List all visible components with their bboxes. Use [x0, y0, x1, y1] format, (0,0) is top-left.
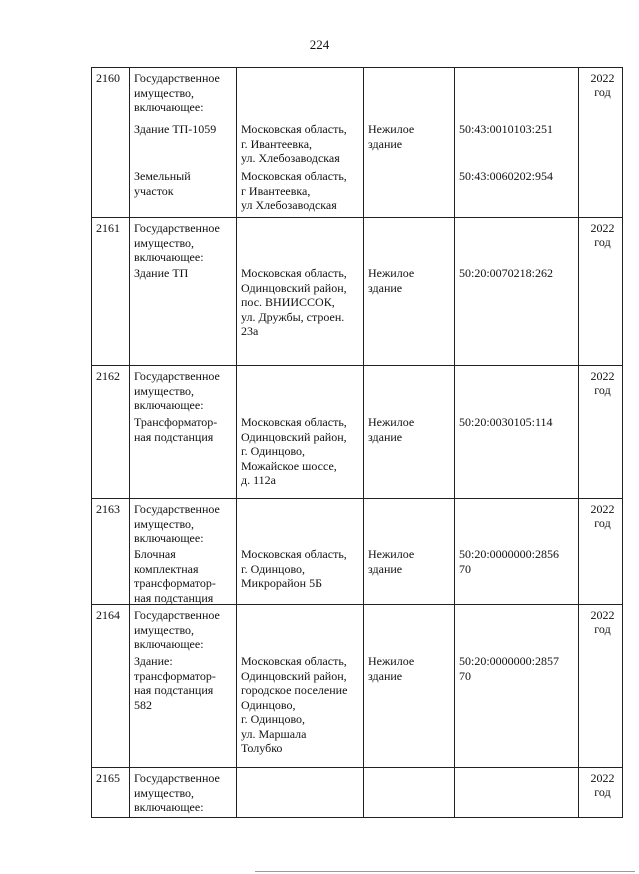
- cadastral-cell: [455, 605, 579, 768]
- table-row: [92, 499, 623, 605]
- item-cadastral-number: 50:43:0010103:251: [459, 122, 554, 136]
- group-header: Государственное имущество, включающее:: [134, 502, 220, 545]
- table-row: [92, 68, 623, 218]
- address-cell: [237, 499, 364, 605]
- year-cell: [579, 768, 623, 818]
- type-cell: [364, 68, 455, 218]
- year-cell: [579, 218, 623, 366]
- registry-body: [92, 68, 623, 818]
- item-name: Земельный участок: [134, 169, 191, 198]
- item-address: Московская область, Одинцовский район, городское поселение Одинцово, г. Одинцово, ул. Маршала Толубко: [241, 654, 348, 755]
- type-cell: [364, 366, 455, 499]
- table-row: [92, 605, 623, 768]
- item-type: Нежилое здание: [368, 654, 415, 683]
- cadastral-cell: [455, 218, 579, 366]
- item-type: Нежилое здание: [368, 547, 415, 576]
- address-cell: [237, 366, 364, 499]
- address-cell: [237, 605, 364, 768]
- item-name: Здание ТП: [134, 266, 189, 280]
- item-address: Московская область, Одинцовский район, г. Одинцово, Можайское шоссе, д. 112а: [241, 415, 347, 487]
- year-cell: [579, 68, 623, 218]
- group-header: Государственное имущество, включающее:: [134, 771, 220, 814]
- type-cell: [364, 499, 455, 605]
- year: 2022 год: [590, 608, 615, 636]
- address-cell: [237, 768, 364, 818]
- cadastral-cell: [455, 68, 579, 218]
- row-number-cell: [92, 218, 130, 366]
- scan-edge-line: [255, 871, 635, 872]
- row-number: 2165: [96, 771, 120, 785]
- group-header: Государственное имущество, включающее:: [134, 221, 220, 264]
- row-number-cell: [92, 768, 130, 818]
- item-type: Нежилое здание: [368, 266, 415, 295]
- year: 2022 год: [590, 502, 615, 530]
- table-row: [92, 768, 623, 818]
- row-number-cell: [92, 68, 130, 218]
- item-cadastral-number: 50:43:0060202:954: [459, 169, 554, 183]
- property-registry-table: [91, 67, 623, 818]
- item-cadastral-number: 50:20:0030105:114: [459, 415, 553, 429]
- year: 2022 год: [590, 369, 615, 397]
- year-cell: [579, 605, 623, 768]
- group-header: Государственное имущество, включающее:: [134, 608, 220, 651]
- item-cadastral-number: 50:20:0000000:2857 70: [459, 654, 560, 683]
- row-number: 2163: [96, 502, 120, 516]
- table-row: [92, 366, 623, 499]
- year-cell: [579, 499, 623, 605]
- row-number: 2160: [96, 71, 120, 85]
- item-cadastral-number: 50:20:0070218:262: [459, 266, 554, 280]
- cadastral-cell: [455, 366, 579, 499]
- name-cell: [130, 366, 237, 499]
- item-name: Здание ТП-1059: [134, 122, 217, 136]
- cadastral-cell: [455, 499, 579, 605]
- row-number: 2162: [96, 369, 120, 383]
- group-header: Государственное имущество, включающее:: [134, 71, 220, 114]
- name-cell: [130, 768, 237, 818]
- table-row: [92, 218, 623, 366]
- item-cadastral-number: 50:20:0000000:2856 70: [459, 547, 560, 576]
- name-cell: [130, 605, 237, 768]
- year-cell: [579, 366, 623, 499]
- row-number-cell: [92, 366, 130, 499]
- item-name: Трансформатор- ная подстанция: [134, 415, 218, 444]
- type-cell: [364, 768, 455, 818]
- item-name: Здание: трансформатор- ная подстанция 582: [134, 654, 216, 712]
- row-number: 2164: [96, 608, 120, 622]
- name-cell: [130, 68, 237, 218]
- row-number-cell: [92, 605, 130, 768]
- item-address: Московская область, г. Одинцово, Микрорайон 5Б: [241, 547, 347, 590]
- item-address: Московская область, Одинцовский район, пос. ВНИИССОК, ул. Дружбы, строен. 23а: [241, 266, 347, 338]
- address-cell: [237, 68, 364, 218]
- year: 2022 год: [590, 771, 615, 799]
- item-type: Нежилое здание: [368, 122, 415, 151]
- year: 2022 год: [590, 221, 615, 249]
- name-cell: [130, 499, 237, 605]
- row-number: 2161: [96, 221, 120, 235]
- item-address: Московская область, г. Ивантеевка, ул. Хлебозаводская: [241, 122, 347, 165]
- page-number: 224: [309, 37, 330, 52]
- group-header: Государственное имущество, включающее:: [134, 369, 220, 412]
- item-address: Московская область, г Ивантеевка, ул Хлебозаводская: [241, 169, 347, 212]
- type-cell: [364, 605, 455, 768]
- row-number-cell: [92, 499, 130, 605]
- type-cell: [364, 218, 455, 366]
- item-type: Нежилое здание: [368, 415, 415, 444]
- item-name: Блочная комплектная трансформатор- ная подстанция: [134, 547, 216, 605]
- address-cell: [237, 218, 364, 366]
- name-cell: [130, 218, 237, 366]
- cadastral-cell: [455, 768, 579, 818]
- year: 2022 год: [590, 71, 615, 99]
